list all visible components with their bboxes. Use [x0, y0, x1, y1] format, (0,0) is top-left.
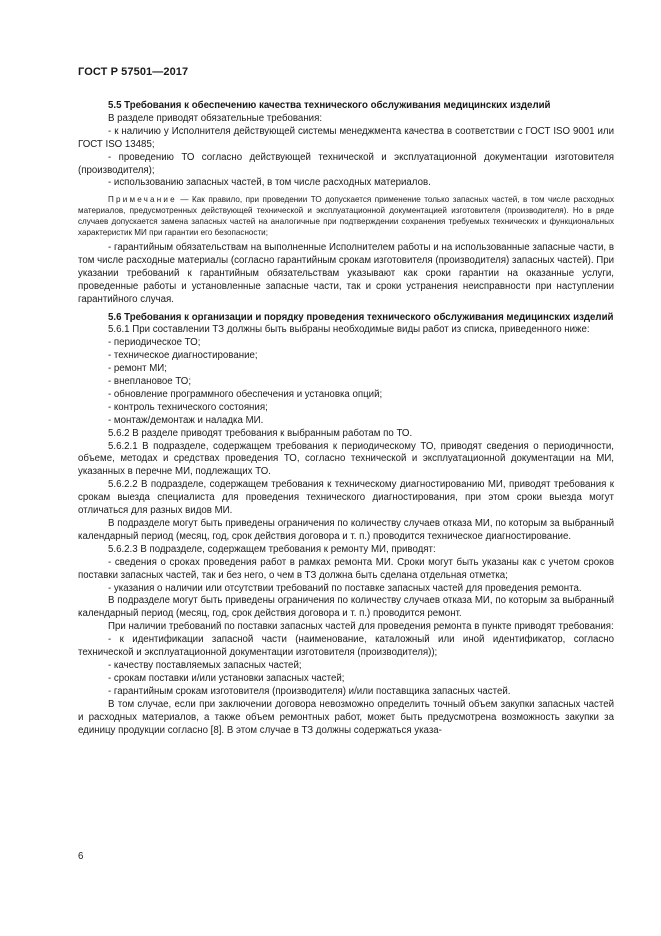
- section-5-6-heading: 5.6 Требования к организации и порядку проведения технического обслуживания медицинских изделий: [108, 311, 614, 323]
- list-item: - техническое диагностирование;: [108, 350, 258, 362]
- paragraph-limits-diagnostics: В подразделе могут быть приведены ограничения по количеству случаев отказа МИ, по которым за выбранный календарный период (месяц, год, срок действия договора и т. п.) проводится техническое диагностирование.: [78, 518, 614, 542]
- paragraph-5-6-2-1: 5.6.2.1 В подразделе, содержащем требования к периодическому ТО, приводят сведения о периодичности, объеме, методах и средствах проведения ТО, согласно технической и эксплуатационной документации на МИ, указанных в перечне МИ, подлежащих ТО.: [78, 440, 614, 478]
- list-item: - к наличию у Исполнителя действующей системы менеджмента качества в соответствии с ГОСТ ISO 9001 или ГОСТ ISO 13485;: [78, 125, 614, 150]
- list-item: - гарантийным срокам изготовителя (производителя) и/или поставщика запасных частей.: [108, 685, 511, 697]
- document-header: ГОСТ Р 57501—2017: [78, 66, 189, 78]
- paragraph-5-6-2-2: 5.6.2.2 В подразделе, содержащем требования к техническому диагностированию МИ, приводят требования к срокам выезда специалиста для проведения технического диагностирования, при этом сроки выезда могут отличаться для разных видов МИ.: [78, 479, 614, 517]
- list-item: - срокам поставки и/или установки запасных частей;: [108, 672, 345, 684]
- paragraph-5-6-2-3: 5.6.2.3 В подразделе, содержащем требования к ремонту МИ, приводят:: [108, 543, 436, 555]
- warranty-paragraph: - гарантийным обязательствам на выполненные Исполнителем работы и на использованные запасные части, в том числе расходные материалы (согласно гарантийным срокам изготовителя (производителя) запасных частей). При указании требований к гарантийным обязательствам указывают как сроки гарантии на оказанные услуги, проведенные работы и установленные запасные части, так и сроки устранения неисправности при наступлении гарантийного случая.: [78, 241, 614, 305]
- note: [78, 195, 614, 239]
- paragraph-5-6-2: 5.6.2 В разделе приводят требования к выбранным работам по ТО.: [108, 427, 413, 439]
- paragraph-limits-repair: В подразделе могут быть приведены ограничения по количеству случаев отказа МИ, по которым за выбранный календарный период (месяц, год, срок действия договора и т. п.) проводится ремонт.: [78, 595, 614, 620]
- list-item: - внеплановое ТО;: [108, 376, 192, 388]
- paragraph-5-6-1: 5.6.1 При составлении ТЗ должны быть выбраны необходимые виды работ из списка, приведенного ниже:: [108, 324, 590, 336]
- paragraph-last: В том случае, если при заключении договора невозможно определить точный объем закупки запасных частей и расходных материалов, а также объем ремонтных работ, может быть предусмотрена возможность закупки за единицу продукции согласно [8]. В этом случае в ТЗ должны содержаться указа-: [78, 698, 614, 736]
- list-item: - использованию запасных частей, в том числе расходных материалов.: [108, 177, 431, 189]
- list-item: - указания о наличии или отсутствии требований по поставке запасных частей для проведения ремонта.: [108, 582, 582, 594]
- page-content: [78, 97, 614, 737]
- list-item: - проведению ТО согласно действующей технической и эксплуатационной документации изготовителя (производителя);: [78, 151, 614, 176]
- list-item: - ремонт МИ;: [108, 363, 167, 375]
- list-item: - обновление программного обеспечения и установка опций;: [108, 388, 383, 400]
- list-item: - контроль технического состояния;: [108, 401, 268, 413]
- list-item: - сведения о сроках проведения работ в рамках ремонта МИ. Сроки могут быть указаны как с учетом сроков поставки запасных частей, так и без него, о чем в ТЗ должна быть сделана отдельная отметка;: [78, 556, 614, 581]
- list-item: - периодическое ТО;: [108, 337, 201, 349]
- list-item: - монтаж/демонтаж и наладка МИ.: [108, 414, 264, 426]
- note-text: — Как правило, при проведении ТО допускается применение только запасных частей, в том числе расходных материалов, предусмотренных действующей технической и эксплуатационной документацией изготовителя (производителя). Но в ряде случаев допускается замена запасных частей на аналогичные при подтверждении сохранения требуемых технических и функциональных характеристик МИ при гарантии его безопасности;: [78, 195, 614, 238]
- section-5-5-heading: 5.5 Требования к обеспечению качества технического обслуживания медицинских изделий: [108, 100, 551, 111]
- page-number: 6: [78, 851, 84, 862]
- paragraph-parts-requirements: При наличии требований по поставки запасных частей для проведения ремонта в пункте приводят требования:: [108, 621, 614, 633]
- section-5-5-intro: В разделе приводят обязательные требования:: [108, 112, 323, 124]
- note-label: Примечание: [108, 195, 177, 205]
- list-item: - к идентификации запасной части (наименование, каталожный или иной идентификатор, согласно технической и эксплуатационной документации изготовителя (производителя));: [78, 634, 614, 659]
- list-item: - качеству поставляемых запасных частей;: [108, 659, 302, 671]
